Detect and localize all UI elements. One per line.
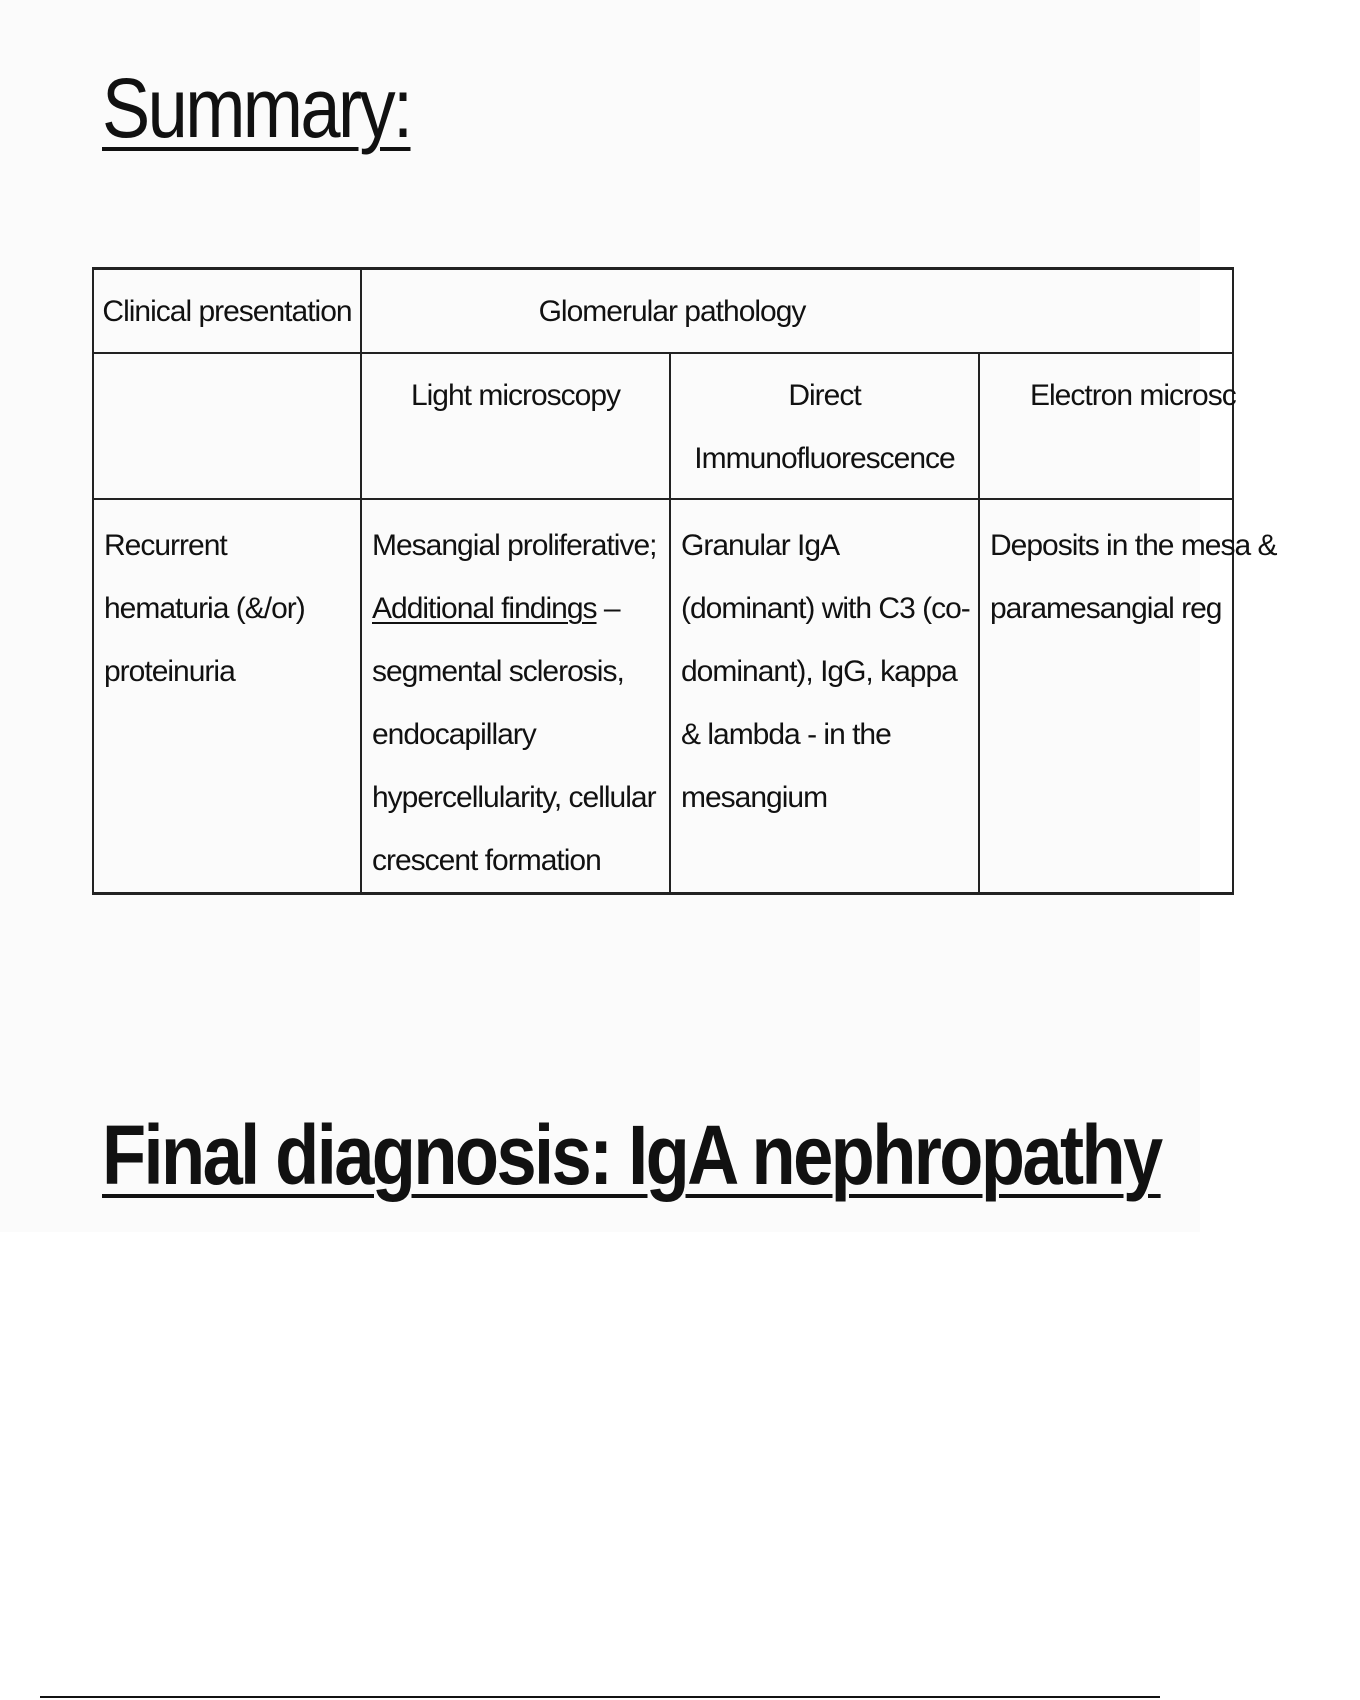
subheader-electron-microscopy: Electron microsc bbox=[979, 353, 1233, 499]
cell-light-microscopy bbox=[361, 499, 670, 894]
light-part-2: – segmental sclerosis, endocapillary hypercellularity, cellular crescent formation bbox=[372, 592, 656, 877]
table-header-row bbox=[93, 269, 1233, 354]
light-part-1: Mesangial proliferative; bbox=[372, 529, 657, 562]
cell-clinical: Recurrent hematuria (&/or) proteinuria bbox=[93, 499, 361, 894]
final-diagnosis bbox=[102, 1105, 1161, 1205]
subheader-direct-immunofluorescence bbox=[670, 353, 979, 499]
light-additional-findings: Additional findings bbox=[372, 592, 597, 625]
subheader-empty bbox=[93, 353, 361, 499]
subheader-dif-line-1: Direct bbox=[788, 379, 861, 412]
cell-direct-immunofluorescence: Granular IgA (dominant) with C3 (co-dominant), IgG, kappa & lambda - in the mesangium bbox=[670, 499, 979, 894]
subheader-dif-line-2: Immunofluorescence bbox=[694, 442, 955, 475]
header-clinical-presentation: Clinical presentation bbox=[93, 269, 361, 354]
bottom-rule bbox=[40, 1696, 1160, 1698]
header-glomerular-pathology: Glomerular pathology bbox=[361, 269, 1233, 354]
subheader-light-microscopy: Light microscopy bbox=[361, 353, 670, 499]
cell-electron-microscopy: Deposits in the mesa & paramesangial reg bbox=[979, 499, 1233, 894]
slide-title-text: Summary: bbox=[102, 61, 411, 155]
summary-table bbox=[92, 267, 1277, 895]
final-diagnosis-text: Final diagnosis: IgA nephropathy bbox=[102, 1108, 1161, 1202]
slide-title bbox=[102, 58, 410, 158]
table-data-row bbox=[93, 499, 1233, 894]
table-subheader-row bbox=[93, 353, 1233, 499]
